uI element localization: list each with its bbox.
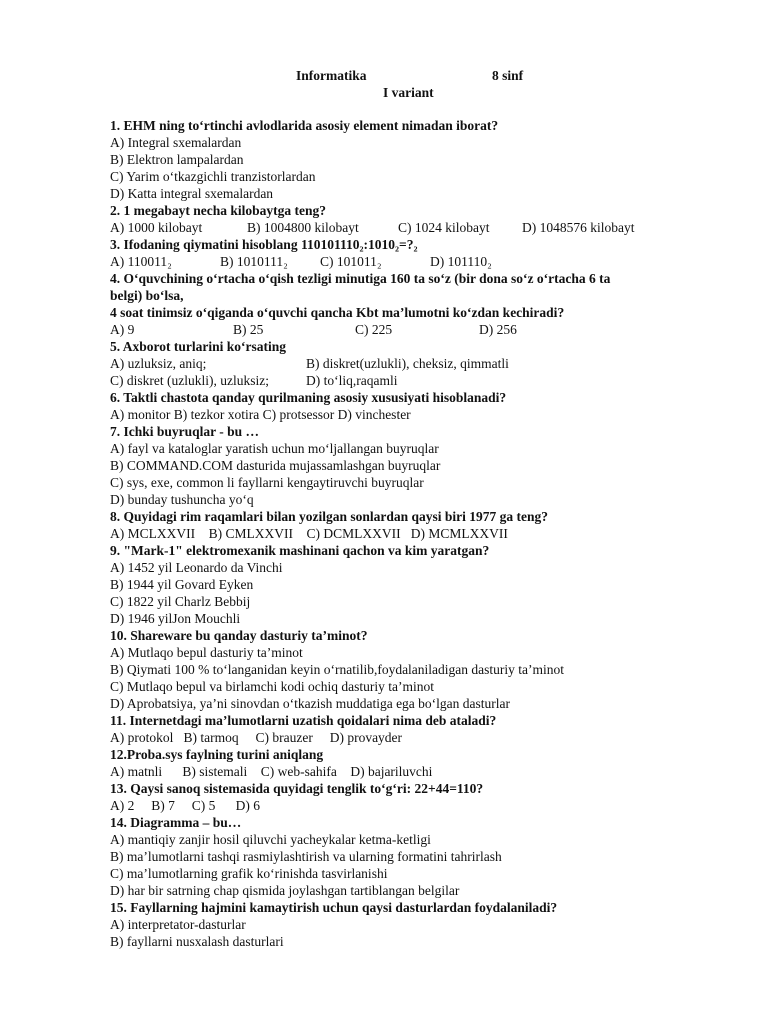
answer-option: A) 2 B) 7 C) 5 D) 6: [110, 798, 260, 813]
question-4: 4. O‘quvchining o‘rtacha o‘qish tezligi minutiga 160 ta so‘z (bir dona so‘z o‘rtacha 6 ta: [110, 271, 611, 286]
answer-option: C) diskret (uzlukli), uzluksiz;: [110, 373, 269, 388]
answer-option: A) uzluksiz, aniq;: [110, 356, 207, 371]
question-12: 12.Proba.sys faylning turini aniqlang: [110, 747, 324, 762]
answer-option: D) Aprobatsiya, ya’ni sinovdan o‘tkazish muddatiga ega bo‘lgan dasturlar: [110, 696, 511, 711]
answer-option: C) ma’lumotlarning grafik ko‘rinishda tasvirlanishi: [110, 866, 388, 881]
answer-option: B) Elektron lampalardan: [110, 152, 244, 167]
answer-option: A) mantiqiy zanjir hosil qiluvchi yacheykalar ketma-ketligi: [110, 832, 431, 847]
question-4-line-2: belgi) bo‘lsa,: [110, 288, 184, 303]
answer-row: [110, 219, 710, 236]
answer-option: C) Yarim o‘tkazgichli tranzistorlardan: [110, 169, 316, 184]
answer-option: A) 1000 kilobayt: [110, 220, 203, 235]
answer-option: C) 225: [355, 322, 393, 337]
test-sheet: [110, 68, 710, 950]
answer-option: C) sys, exe, common li fayllarni kengaytiruvchi buyruqlar: [110, 475, 424, 490]
answer-option: A) 9: [110, 322, 135, 337]
question-14: 14. Diagramma – bu…: [110, 815, 242, 830]
question-11: 11. Internetdagi ma’lumotlarni uzatish qoidalari nima deb ataladi?: [110, 713, 497, 728]
answer-option: B) diskret(uzlukli), cheksiz, qimmatli: [306, 356, 509, 371]
answer-row: [110, 372, 710, 389]
answer-option: B) ma’lumotlarni tashqi rasmiylashtirish va ularning formatini tahrirlash: [110, 849, 502, 864]
answer-option: B) 1944 yil Govard Eyken: [110, 577, 254, 592]
grade-label: 8 sinf: [492, 68, 524, 83]
answer-option: D) 1946 yilJon Mouchli: [110, 611, 241, 626]
answer-option: B) 1010111₂: [220, 254, 288, 269]
answer-option: B) 25: [233, 322, 264, 337]
question-5: 5. Axborot turlarini ko‘rsating: [110, 339, 287, 354]
answer-option: C) 1024 kilobayt: [398, 220, 490, 235]
answer-row: [110, 321, 710, 338]
answer-option: A) protokol B) tarmoq C) brauzer D) provayder: [110, 730, 403, 745]
answer-row: [110, 355, 710, 372]
answer-option: C) Mutlaqo bepul va birlamchi kodi ochiq dasturiy ta’minot: [110, 679, 434, 694]
answer-option: B) 1004800 kilobayt: [247, 220, 359, 235]
answer-option: D) Katta integral sxemalardan: [110, 186, 274, 201]
subject-title: Informatika: [296, 68, 367, 83]
answer-option: D) har bir satrning chap qismida joylashgan tartiblangan belgilar: [110, 883, 460, 898]
answer-option: D) 101110₂: [430, 254, 492, 269]
header: [110, 68, 710, 85]
answer-option: B) COMMAND.COM dasturida mujassamlashgan buyruqlar: [110, 458, 441, 473]
answer-option: D) bunday tushuncha yo‘q: [110, 492, 254, 507]
answer-option: D) 1048576 kilobayt: [522, 220, 635, 235]
answer-option: A) Mutlaqo bepul dasturiy ta’minot: [110, 645, 303, 660]
answer-option: A) monitor B) tezkor xotira C) protsessor D) vinchester: [110, 407, 411, 422]
answer-option: B) Qiymati 100 % to‘langanidan keyin o‘rnatilib,foydalaniladigan dasturiy ta’minot: [110, 662, 565, 677]
variant-label: I variant: [383, 85, 434, 100]
question-9: 9. "Mark-1" elektromexanik mashinani qachon va kim yaratgan?: [110, 543, 490, 558]
answer-option: A) fayl va kataloglar yaratish uchun mo‘ljallangan buyruqlar: [110, 441, 439, 456]
answer-option: B) fayllarni nusxalash dasturlari: [110, 934, 284, 949]
answer-option: C) 101011₂: [320, 254, 382, 269]
answer-option: A) matnli B) sistemali C) web-sahifa D) bajariluvchi: [110, 764, 433, 779]
question-13: 13. Qaysi sanoq sistemasida quyidagi tenglik to‘g‘ri: 22+44=110?: [110, 781, 484, 796]
answer-option: D) 256: [479, 322, 517, 337]
question-3: 3. Ifodaning qiymatini hisoblang 110101110₂:1010₂=?₂: [110, 237, 418, 252]
answer-option: A) 110011₂: [110, 254, 172, 269]
question-7: 7. Ichki buyruqlar - bu …: [110, 424, 260, 439]
answer-option: A) 1452 yil Leonardo da Vinchi: [110, 560, 283, 575]
answer-option: C) 1822 yil Charlz Bebbij: [110, 594, 251, 609]
answer-option: A) Integral sxemalardan: [110, 135, 242, 150]
answer-option: A) interpretator-dasturlar: [110, 917, 246, 932]
answer-option: D) to‘liq,raqamli: [306, 373, 398, 388]
question-15: 15. Fayllarning hajmini kamaytirish uchun qaysi dasturlardan foydalaniladi?: [110, 900, 558, 915]
question-8: 8. Quyidagi rim raqamlari bilan yozilgan sonlardan qaysi biri 1977 ga teng?: [110, 509, 549, 524]
answer-row: [110, 253, 710, 270]
question-10: 10. Shareware bu qanday dasturiy ta’minot?: [110, 628, 368, 643]
answer-option: A) MCLXXVII B) CMLXXVII C) DCMLXXVII D) MCMLXXVII: [110, 526, 508, 541]
question-2: 2. 1 megabayt necha kilobaytga teng?: [110, 203, 326, 218]
question-6: 6. Taktli chastota qanday qurilmaning asosiy xususiyati hisoblanadi?: [110, 390, 507, 405]
question-1: 1. EHM ning to‘rtinchi avlodlarida asosiy element nimadan iborat?: [110, 118, 499, 133]
question-4-line-3: 4 soat tinimsiz o‘qiganda o‘quvchi qancha Kbt ma’lumotni ko‘zdan kechiradi?: [110, 305, 565, 320]
